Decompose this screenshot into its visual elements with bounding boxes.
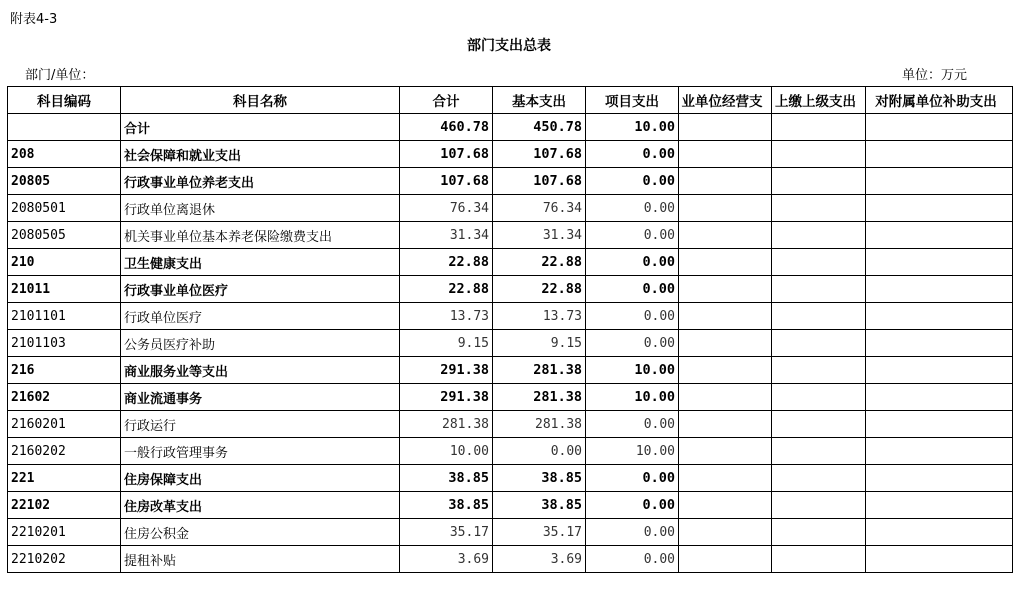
table-row <box>8 303 1013 330</box>
table-row <box>8 195 1013 222</box>
cell-total: 107.68 <box>400 141 493 168</box>
table-row <box>8 546 1013 573</box>
cell-code: 208 <box>8 141 121 168</box>
cell-remit-upper <box>772 114 866 141</box>
cell-total: 460.78 <box>400 114 493 141</box>
cell-name: 一般行政管理事务 <box>121 438 400 465</box>
cell-project: 0.00 <box>586 141 679 168</box>
cell-code: 216 <box>8 357 121 384</box>
cell-basic: 35.17 <box>493 519 586 546</box>
cell-name: 商业服务业等支出 <box>121 357 400 384</box>
cell-remit-upper <box>772 303 866 330</box>
table-row <box>8 114 1013 141</box>
cell-remit-upper <box>772 438 866 465</box>
table-row <box>8 357 1013 384</box>
cell-subsidy <box>866 384 1013 411</box>
cell-code: 2101103 <box>8 330 121 357</box>
table-row <box>8 222 1013 249</box>
cell-total: 9.15 <box>400 330 493 357</box>
table-row <box>8 168 1013 195</box>
col-header-basic: 基本支出 <box>493 87 586 114</box>
cell-subsidy <box>866 195 1013 222</box>
col-header-code: 科目编码 <box>8 87 121 114</box>
cell-code: 2101101 <box>8 303 121 330</box>
cell-name: 卫生健康支出 <box>121 249 400 276</box>
cell-name: 住房公积金 <box>121 519 400 546</box>
cell-subsidy <box>866 330 1013 357</box>
cell-subsidy <box>866 276 1013 303</box>
cell-business <box>679 276 772 303</box>
cell-business <box>679 303 772 330</box>
cell-total: 10.00 <box>400 438 493 465</box>
cell-subsidy <box>866 465 1013 492</box>
cell-basic: 0.00 <box>493 438 586 465</box>
cell-code: 2080501 <box>8 195 121 222</box>
cell-name: 机关事业单位基本养老保险缴费支出 <box>121 222 400 249</box>
cell-code: 2160202 <box>8 438 121 465</box>
table-row <box>8 438 1013 465</box>
cell-subsidy <box>866 222 1013 249</box>
cell-code: 2080505 <box>8 222 121 249</box>
cell-basic: 281.38 <box>493 357 586 384</box>
cell-project: 0.00 <box>586 546 679 573</box>
cell-business <box>679 519 772 546</box>
cell-remit-upper <box>772 168 866 195</box>
cell-project: 0.00 <box>586 168 679 195</box>
cell-project: 10.00 <box>586 357 679 384</box>
cell-remit-upper <box>772 465 866 492</box>
department-label: 部门/单位： <box>25 68 95 83</box>
cell-subsidy <box>866 168 1013 195</box>
cell-total: 281.38 <box>400 411 493 438</box>
cell-name: 提租补贴 <box>121 546 400 573</box>
cell-total: 291.38 <box>400 357 493 384</box>
table-row <box>8 411 1013 438</box>
page-title: 部门支出总表 <box>467 38 551 54</box>
cell-subsidy <box>866 303 1013 330</box>
cell-basic: 76.34 <box>493 195 586 222</box>
cell-remit-upper <box>772 141 866 168</box>
unit-label: 单位：万元 <box>902 68 968 83</box>
cell-subsidy <box>866 114 1013 141</box>
cell-code: 22102 <box>8 492 121 519</box>
cell-basic: 450.78 <box>493 114 586 141</box>
cell-name: 商业流通事务 <box>121 384 400 411</box>
cell-total: 31.34 <box>400 222 493 249</box>
cell-code: 21602 <box>8 384 121 411</box>
cell-code: 20805 <box>8 168 121 195</box>
cell-code: 2210202 <box>8 546 121 573</box>
cell-basic: 281.38 <box>493 384 586 411</box>
cell-name: 合计 <box>121 114 400 141</box>
cell-remit-upper <box>772 492 866 519</box>
cell-business <box>679 168 772 195</box>
cell-subsidy <box>866 492 1013 519</box>
cell-remit-upper <box>772 411 866 438</box>
cell-name: 行政事业单位养老支出 <box>121 168 400 195</box>
cell-business <box>679 195 772 222</box>
col-header-remit-upper: 上缴上级支出 <box>772 87 866 114</box>
table-row <box>8 519 1013 546</box>
cell-remit-upper <box>772 195 866 222</box>
cell-business <box>679 546 772 573</box>
cell-total: 76.34 <box>400 195 493 222</box>
cell-remit-upper <box>772 249 866 276</box>
cell-total: 22.88 <box>400 249 493 276</box>
cell-remit-upper <box>772 357 866 384</box>
cell-business <box>679 357 772 384</box>
cell-business <box>679 492 772 519</box>
cell-basic: 107.68 <box>493 141 586 168</box>
cell-basic: 22.88 <box>493 276 586 303</box>
cell-code: 221 <box>8 465 121 492</box>
cell-business <box>679 465 772 492</box>
cell-total: 38.85 <box>400 492 493 519</box>
cell-project: 0.00 <box>586 222 679 249</box>
cell-project: 0.00 <box>586 276 679 303</box>
cell-business <box>679 222 772 249</box>
cell-project: 0.00 <box>586 411 679 438</box>
cell-business <box>679 141 772 168</box>
table-row <box>8 384 1013 411</box>
cell-subsidy <box>866 141 1013 168</box>
cell-subsidy <box>866 411 1013 438</box>
cell-code <box>8 114 121 141</box>
cell-code: 21011 <box>8 276 121 303</box>
cell-name: 住房保障支出 <box>121 465 400 492</box>
cell-name: 行政单位医疗 <box>121 303 400 330</box>
cell-project: 0.00 <box>586 249 679 276</box>
cell-project: 0.00 <box>586 195 679 222</box>
cell-remit-upper <box>772 222 866 249</box>
cell-basic: 38.85 <box>493 465 586 492</box>
cell-remit-upper <box>772 519 866 546</box>
cell-basic: 3.69 <box>493 546 586 573</box>
cell-name: 社会保障和就业支出 <box>121 141 400 168</box>
cell-total: 35.17 <box>400 519 493 546</box>
cell-basic: 13.73 <box>493 303 586 330</box>
cell-project: 10.00 <box>586 384 679 411</box>
cell-basic: 9.15 <box>493 330 586 357</box>
cell-total: 22.88 <box>400 276 493 303</box>
expenditure-table <box>7 86 1013 573</box>
table-row <box>8 330 1013 357</box>
table-row <box>8 465 1013 492</box>
cell-name: 行政运行 <box>121 411 400 438</box>
cell-project: 0.00 <box>586 330 679 357</box>
cell-remit-upper <box>772 330 866 357</box>
cell-total: 13.73 <box>400 303 493 330</box>
cell-basic: 281.38 <box>493 411 586 438</box>
cell-business <box>679 438 772 465</box>
table-body <box>8 114 1013 573</box>
table-row <box>8 276 1013 303</box>
col-header-total: 合计 <box>400 87 493 114</box>
cell-remit-upper <box>772 546 866 573</box>
cell-subsidy <box>866 249 1013 276</box>
cell-code: 2160201 <box>8 411 121 438</box>
cell-name: 住房改革支出 <box>121 492 400 519</box>
table-header-row <box>8 87 1013 114</box>
cell-business <box>679 249 772 276</box>
cell-business <box>679 384 772 411</box>
cell-remit-upper <box>772 276 866 303</box>
cell-subsidy <box>866 546 1013 573</box>
cell-business <box>679 411 772 438</box>
col-header-subsidy: 对附属单位补助支出 <box>866 87 1013 114</box>
cell-project: 10.00 <box>586 438 679 465</box>
cell-code: 210 <box>8 249 121 276</box>
cell-name: 行政单位离退休 <box>121 195 400 222</box>
cell-project: 0.00 <box>586 303 679 330</box>
table-row <box>8 249 1013 276</box>
cell-basic: 22.88 <box>493 249 586 276</box>
table-row <box>8 141 1013 168</box>
cell-remit-upper <box>772 384 866 411</box>
cell-basic: 31.34 <box>493 222 586 249</box>
cell-subsidy <box>866 357 1013 384</box>
cell-total: 38.85 <box>400 465 493 492</box>
table-row <box>8 492 1013 519</box>
cell-name: 行政事业单位医疗 <box>121 276 400 303</box>
cell-total: 3.69 <box>400 546 493 573</box>
cell-business <box>679 330 772 357</box>
col-header-business: 业单位经营支 <box>679 87 772 114</box>
attachment-label: 附表4-3 <box>10 12 58 27</box>
cell-basic: 38.85 <box>493 492 586 519</box>
cell-project: 0.00 <box>586 492 679 519</box>
col-header-project: 项目支出 <box>586 87 679 114</box>
cell-business <box>679 114 772 141</box>
col-header-name: 科目名称 <box>121 87 400 114</box>
cell-basic: 107.68 <box>493 168 586 195</box>
cell-project: 0.00 <box>586 465 679 492</box>
cell-total: 291.38 <box>400 384 493 411</box>
cell-subsidy <box>866 519 1013 546</box>
cell-code: 2210201 <box>8 519 121 546</box>
cell-project: 10.00 <box>586 114 679 141</box>
cell-project: 0.00 <box>586 519 679 546</box>
cell-total: 107.68 <box>400 168 493 195</box>
cell-name: 公务员医疗补助 <box>121 330 400 357</box>
cell-subsidy <box>866 438 1013 465</box>
